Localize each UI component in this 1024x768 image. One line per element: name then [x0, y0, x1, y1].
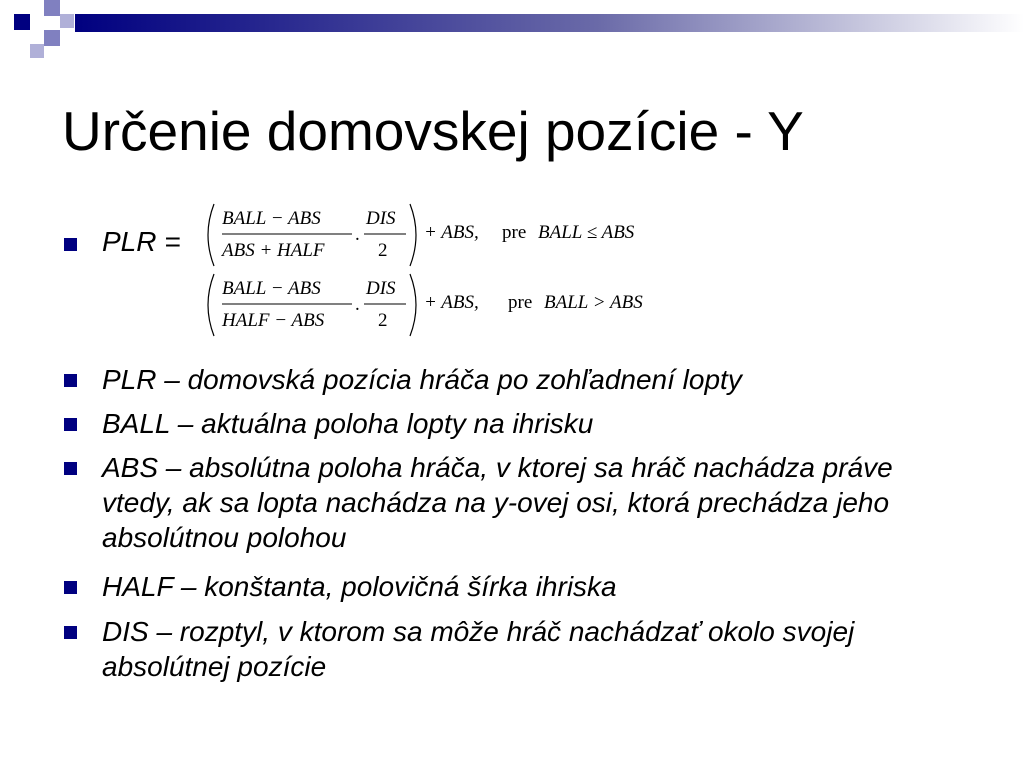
- bullet-marker: [64, 238, 77, 251]
- formula-1-num-right: DIS: [366, 208, 396, 229]
- formula-2-num-right: DIS: [366, 278, 396, 299]
- formula-1-num-left: BALL − ABS: [222, 208, 321, 229]
- formula-2-num-left: BALL − ABS: [222, 278, 321, 299]
- bullet-marker: [64, 418, 77, 431]
- bullet-marker: [64, 374, 77, 387]
- definition-text: HALF – konštanta, polovičná šírka ihriska: [102, 571, 617, 602]
- formula-1-den-right: 2: [378, 240, 388, 261]
- list-item: [102, 450, 942, 555]
- formula-2-den-left: HALF − ABS: [222, 310, 325, 331]
- formula-1-den-left: ABS + HALF: [222, 240, 325, 261]
- formula-row-1: [200, 200, 680, 270]
- formula-2-plus-abs: + ABS,: [424, 292, 479, 313]
- formula-1-dot: .: [355, 224, 360, 245]
- list-item: [102, 362, 962, 397]
- formula-1-plus-abs: + ABS,: [424, 222, 479, 243]
- bullet-marker: [64, 581, 77, 594]
- formula-2-condition: BALL > ABS: [544, 292, 643, 313]
- list-item: [102, 569, 962, 604]
- formula-row-2: [200, 270, 680, 340]
- formula-2-den-right: 2: [378, 310, 388, 331]
- formula-1-condition: BALL ≤ ABS: [538, 222, 635, 243]
- formula-2-pre: pre: [508, 292, 533, 313]
- bullet-marker: [64, 626, 77, 639]
- formula-2-dot: .: [355, 294, 360, 315]
- list-item: [102, 406, 962, 441]
- header-banner: [0, 0, 1024, 60]
- formula-lhs: PLR =: [102, 226, 181, 257]
- definition-text: BALL – aktuálna poloha lopty na ihrisku: [102, 408, 594, 439]
- slide-title: Určenie domovskej pozície - Y: [62, 100, 804, 162]
- definition-text: DIS – rozptyl, v ktorom sa môže hráč nachádzať okolo svojej absolútnej pozície: [102, 616, 855, 682]
- list-item: [102, 614, 932, 684]
- definition-text: ABS – absolútna poloha hráča, v ktorej sa hráč nachádza práve vtedy, ak sa lopta nachádza na y-ovej osi, ktorá prechádza jeho absolútnou polohou: [102, 452, 893, 553]
- definition-text: PLR – domovská pozícia hráča po zohľadnení lopty: [102, 364, 742, 395]
- bullet-marker: [64, 462, 77, 475]
- formula-1-pre: pre: [502, 222, 527, 243]
